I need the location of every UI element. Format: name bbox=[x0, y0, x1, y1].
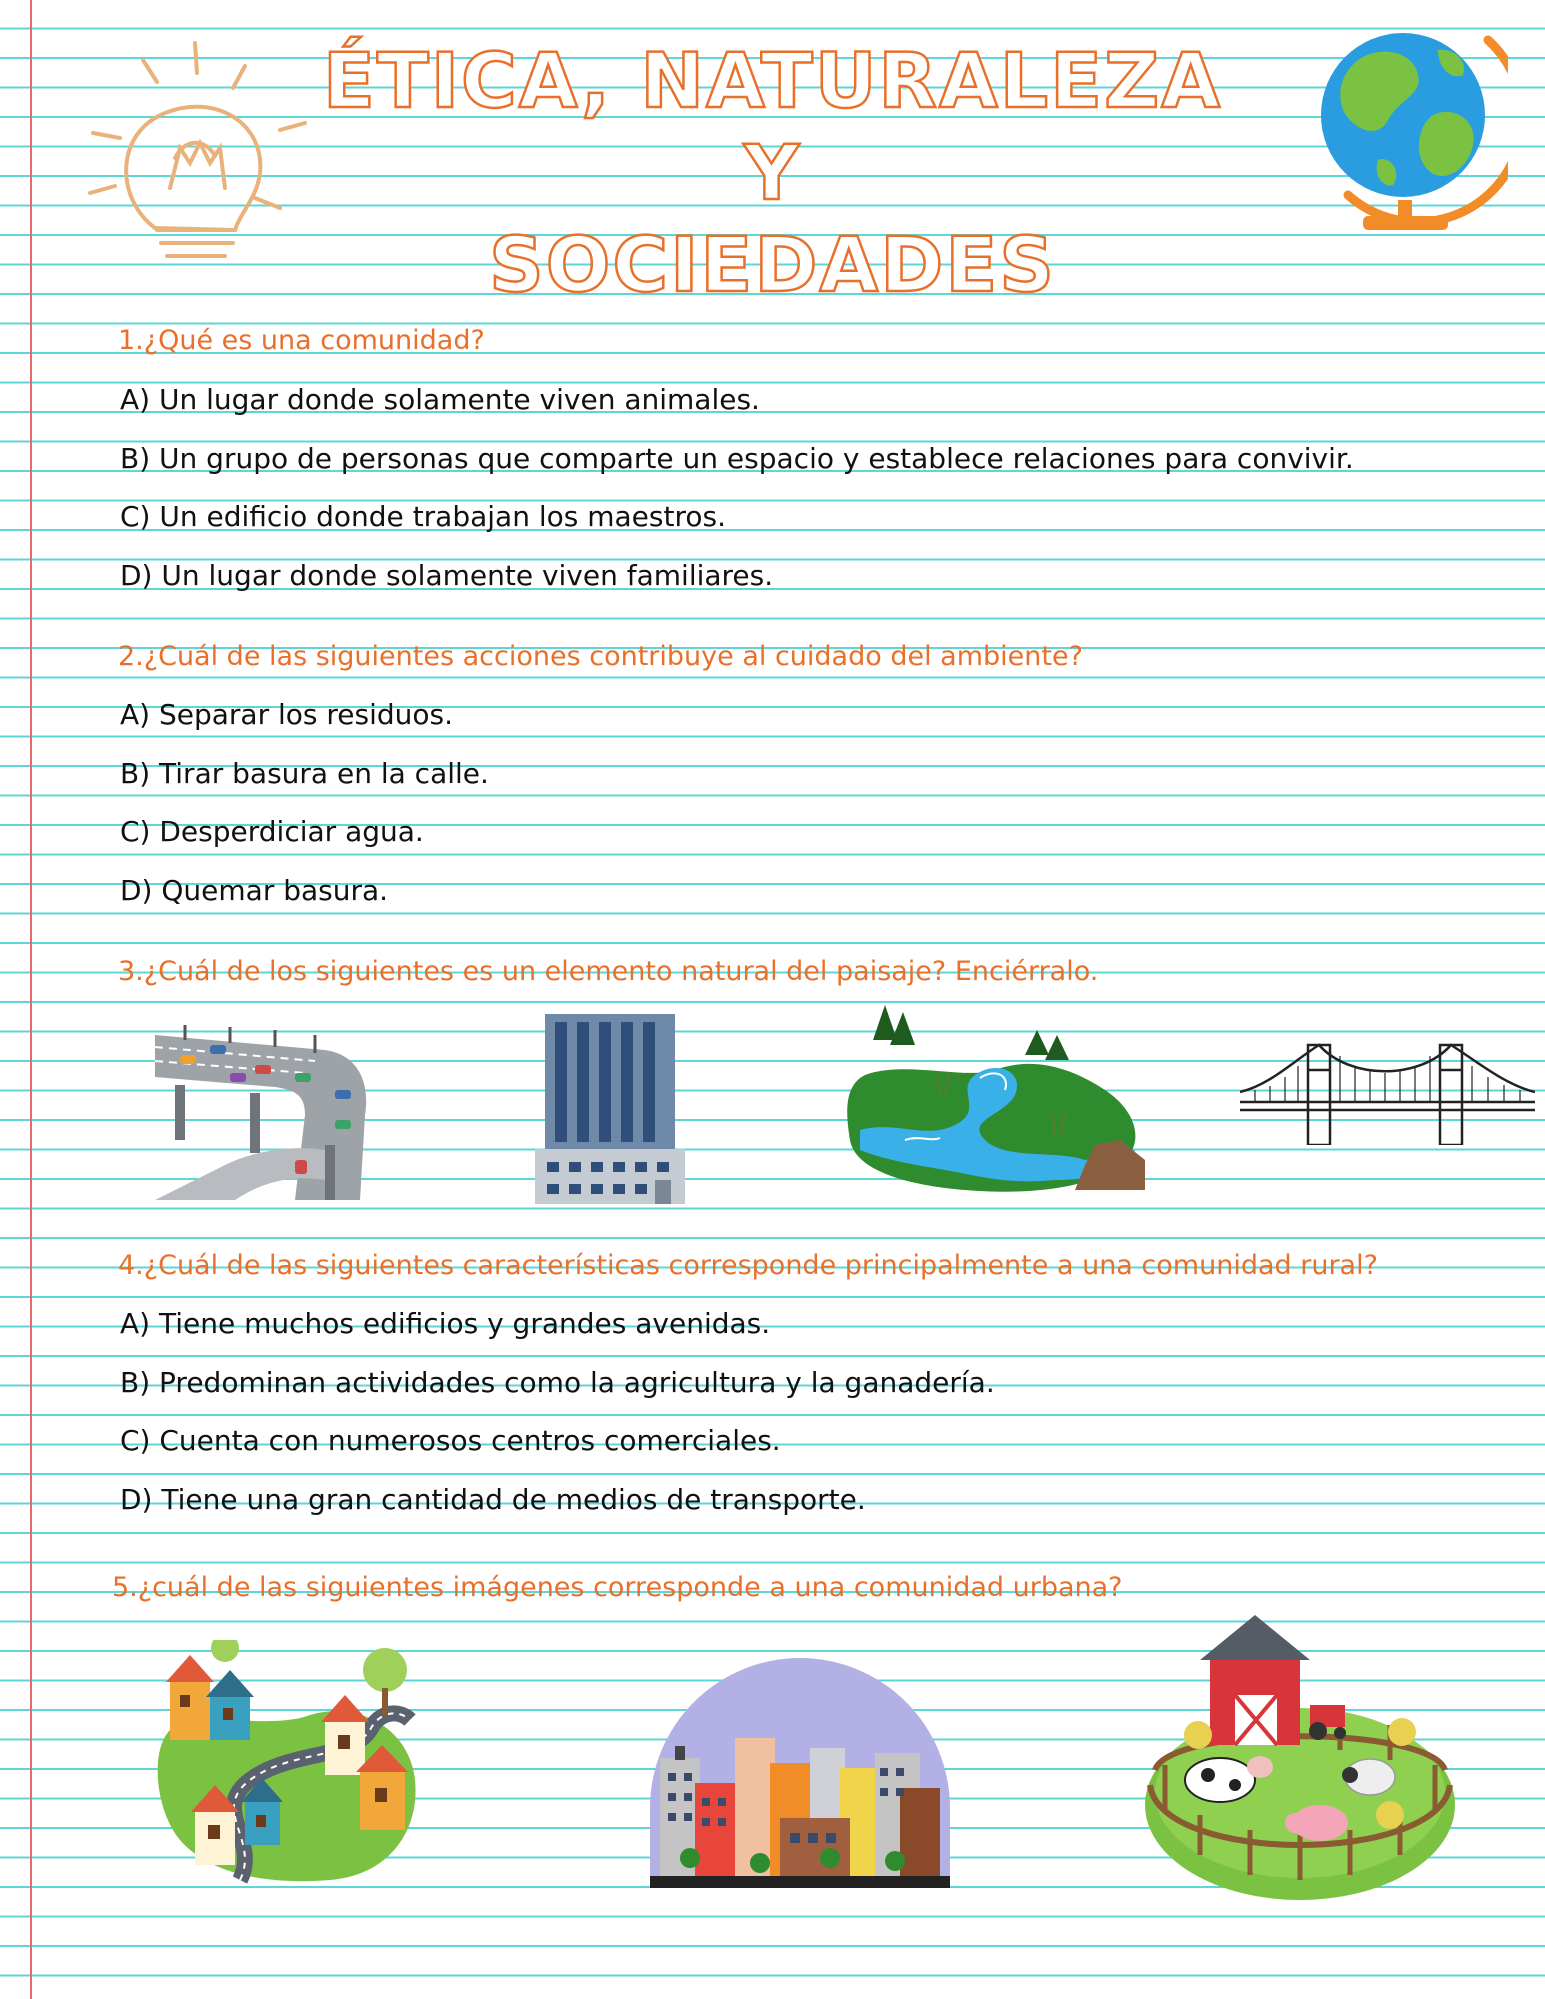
village-image[interactable] bbox=[150, 1640, 430, 1890]
question-4-option-a[interactable]: A) Tiene muchos edificios y grandes avenidas. bbox=[120, 1307, 771, 1340]
notebook-margin-line bbox=[30, 0, 32, 1999]
globe-icon bbox=[1318, 20, 1508, 235]
page-title bbox=[300, 35, 1245, 311]
city-image[interactable] bbox=[640, 1658, 960, 1888]
question-4-option-c[interactable]: C) Cuenta con numerosos centros comerciales. bbox=[120, 1424, 781, 1457]
river-image[interactable] bbox=[845, 1000, 1155, 1200]
highway-image[interactable] bbox=[155, 1025, 375, 1200]
question-2-option-b[interactable]: B) Tirar basura en la calle. bbox=[120, 757, 489, 790]
lightbulb-icon bbox=[85, 38, 315, 268]
farm-image[interactable] bbox=[1140, 1615, 1460, 1905]
question-3: 3.¿Cuál de los siguientes es un elemento natural del paisaje? Enciérralo. bbox=[118, 956, 1099, 987]
question-4-option-b[interactable]: B) Predominan actividades como la agricultura y la ganadería. bbox=[120, 1366, 995, 1399]
question-1-option-d[interactable]: D) Un lugar donde solamente viven familiares. bbox=[120, 559, 774, 592]
question-2-option-a[interactable]: A) Separar los residuos. bbox=[120, 698, 454, 731]
question-2-option-c[interactable]: C) Desperdiciar agua. bbox=[120, 815, 424, 848]
title-line-1: ÉTICA, NATURALEZA Y bbox=[322, 36, 1223, 217]
question-4: 4.¿Cuál de las siguientes características corresponde principalmente a una comunidad rural? bbox=[118, 1250, 1378, 1281]
question-1-option-a[interactable]: A) Un lugar donde solamente viven animales. bbox=[120, 383, 760, 416]
bridge-image[interactable] bbox=[1240, 1030, 1535, 1145]
question-4-option-d[interactable]: D) Tiene una gran cantidad de medios de transporte. bbox=[120, 1483, 866, 1516]
question-2: 2.¿Cuál de las siguientes acciones contribuye al cuidado del ambiente? bbox=[118, 641, 1083, 672]
building-image[interactable] bbox=[535, 1014, 685, 1204]
question-2-option-d[interactable]: D) Quemar basura. bbox=[120, 874, 389, 907]
question-1-option-b[interactable]: B) Un grupo de personas que comparte un espacio y establece relaciones para convivir. bbox=[120, 442, 1354, 475]
question-1-option-c[interactable]: C) Un edificio donde trabajan los maestros. bbox=[120, 500, 726, 533]
title-line-2: SOCIEDADES bbox=[489, 220, 1056, 309]
question-1: 1.¿Qué es una comunidad? bbox=[118, 325, 485, 356]
question-5: 5.¿cuál de las siguientes imágenes corresponde a una comunidad urbana? bbox=[112, 1572, 1123, 1603]
